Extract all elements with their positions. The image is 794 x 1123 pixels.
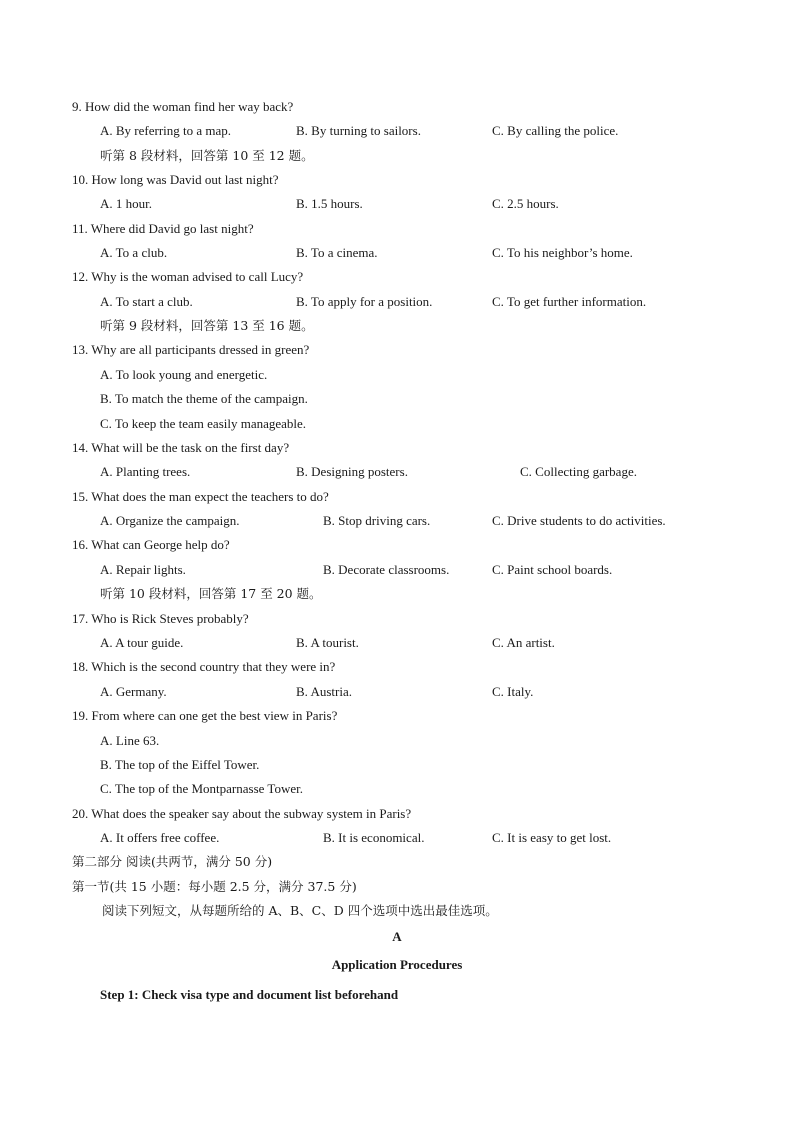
q18-option-b: B. Austria. <box>296 684 352 699</box>
q14-option-b: B. Designing posters. <box>296 464 408 479</box>
q18-option-c: C. Italy. <box>492 684 534 699</box>
q15-option-b: B. Stop driving cars. <box>323 513 431 528</box>
passage-title: Application Procedures <box>331 957 463 972</box>
question-15: 15. What does the man expect the teachers to do? <box>72 489 329 504</box>
q18-option-a: A. Germany. <box>100 684 167 699</box>
q11-option-b: B. To a cinema. <box>296 245 378 260</box>
q16-option-b: B. Decorate classrooms. <box>323 562 450 577</box>
q17-option-a: A. A tour guide. <box>100 635 184 650</box>
q13-option-b: B. To match the theme of the campaign. <box>100 391 308 406</box>
q17-option-c: C. An artist. <box>492 635 555 650</box>
q10-option-a: A. 1 hour. <box>100 196 152 211</box>
part2-section1: 第一节(共 15 小题：每小题 2.5 分，满分 37.5 分) <box>72 879 357 894</box>
q9-option-b: B. By turning to sailors. <box>296 123 421 138</box>
q12-option-c: C. To get further information. <box>492 294 647 309</box>
q14-option-a: A. Planting trees. <box>100 464 191 479</box>
q12-option-a: A. To start a club. <box>100 294 193 309</box>
q13-option-a: A. To look young and energetic. <box>100 367 268 382</box>
question-16: 16. What can George help do? <box>72 537 230 552</box>
question-20: 20. What does the speaker say about the subway system in Paris? <box>72 806 412 821</box>
q17-option-b: B. A tourist. <box>296 635 359 650</box>
q20-option-a: A. It offers free coffee. <box>100 830 220 845</box>
q15-option-c: C. Drive students to do activities. <box>492 513 666 528</box>
q10-option-b: B. 1.5 hours. <box>296 196 363 211</box>
q15-option-a: A. Organize the campaign. <box>100 513 240 528</box>
q12-option-b: B. To apply for a position. <box>296 294 433 309</box>
listening-prompt-9: 听第 9 段材料，回答第 13 至 16 题。 <box>100 318 314 333</box>
q11-option-a: A. To a club. <box>100 245 168 260</box>
q11-option-c: C. To his neighbor’s home. <box>492 245 633 260</box>
passage-step1: Step 1: Check visa type and document list beforehand <box>100 987 399 1002</box>
question-12: 12. Why is the woman advised to call Lucy? <box>72 269 304 284</box>
question-19: 19. From where can one get the best view in Paris? <box>72 708 338 723</box>
question-9: 9. How did the woman find her way back? <box>72 99 294 114</box>
q14-option-c: C. Collecting garbage. <box>520 464 637 479</box>
part2-instruction: 阅读下列短文，从每题所给的 A、B、C、D 四个选项中选出最佳选项。 <box>102 903 498 918</box>
passage-letter: A <box>392 929 402 944</box>
question-18: 18. Which is the second country that they were in? <box>72 659 336 674</box>
q19-option-c: C. The top of the Montparnasse Tower. <box>100 781 303 796</box>
q16-option-c: C. Paint school boards. <box>492 562 613 577</box>
q9-option-a: A. By referring to a map. <box>100 123 232 138</box>
question-13: 13. Why are all participants dressed in green? <box>72 342 310 357</box>
q20-option-c: C. It is easy to get lost. <box>492 830 612 845</box>
question-10: 10. How long was David out last night? <box>72 172 279 187</box>
q20-option-b: B. It is economical. <box>323 830 425 845</box>
question-14: 14. What will be the task on the first day? <box>72 440 290 455</box>
part2-heading: 第二部分 阅读(共两节，满分 50 分) <box>72 854 273 869</box>
listening-prompt-8: 听第 8 段材料，回答第 10 至 12 题。 <box>100 148 314 163</box>
question-17: 17. Who is Rick Steves probably? <box>72 611 249 626</box>
question-11: 11. Where did David go last night? <box>72 221 254 236</box>
q9-option-c: C. By calling the police. <box>492 123 619 138</box>
q19-option-a: A. Line 63. <box>100 733 160 748</box>
q10-option-c: C. 2.5 hours. <box>492 196 559 211</box>
q13-option-c: C. To keep the team easily manageable. <box>100 416 307 431</box>
q19-option-b: B. The top of the Eiffel Tower. <box>100 757 260 772</box>
listening-prompt-10: 听第 10 段材料，回答第 17 至 20 题。 <box>100 586 322 601</box>
q16-option-a: A. Repair lights. <box>100 562 186 577</box>
